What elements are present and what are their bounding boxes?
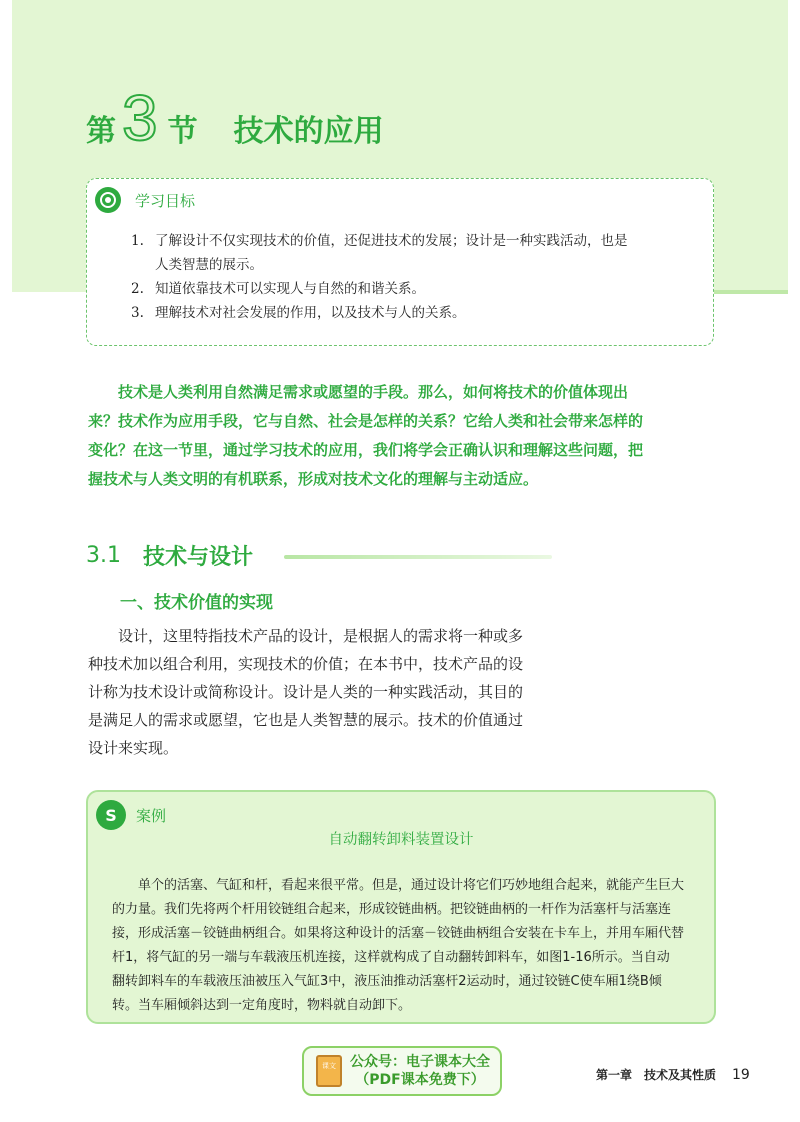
body-line: 设计，这里特指技术产品的设计，是根据人的需求将一种或多 [118,627,524,645]
intro-line: 来？技术作为应用手段，它与自然、社会是怎样的关系？它给人类和社会带来怎样的 [88,412,644,430]
stamp-line: 公众号：电子课本大全 [350,1054,490,1070]
case-header [96,800,166,830]
case-title: 自动翻转卸料装置设计 [328,832,474,848]
intro-line: 变化？在这一节里，通过学习技术的应用，我们将学会正确认识和理解这些问题，把 [88,441,644,459]
case-line: 翻转卸料车的车载液压油被压入气缸3中，液压油推动活塞杆2运动时，通过铰链C使车厢1绕B倾 [112,974,662,989]
case-icon: S [96,800,126,830]
learning-goals-header [95,187,195,213]
target-icon [95,187,121,213]
intro-line: 握技术与人类文明的有机联系，形成对技术文化的理解与主动适应。 [88,470,539,488]
stamp-line: （PDF课本免费下） [355,1072,485,1088]
goal-text-line: 理解技术对社会发展的作用，以及技术与人的关系。 [155,305,466,321]
body-line: 计称为技术设计或简称设计。设计是人类的一种实践活动，其目的 [88,683,524,701]
case-line: 转。当车厢倾斜达到一定角度时，物料就自动卸下。 [112,998,412,1013]
learning-goals-list [131,229,691,325]
watermark-stamp [302,1046,502,1096]
section-number: 3 [122,82,158,154]
page-footer [596,1066,750,1083]
goal-index: 3. [131,305,144,321]
goal-index: 1. [131,233,144,249]
book-icon [316,1055,342,1087]
goal-index: 2. [131,281,144,297]
subsection-title: 技术与设计 [143,545,254,570]
subsection-number: 3.1 [86,543,121,568]
goal-item [131,277,691,301]
subsection-underline [284,555,552,559]
heading-level-one: 一、技术价值的实现 [120,593,273,613]
page-number: 19 [732,1066,750,1083]
goal-text-line: 人类智慧的展示。 [155,257,263,273]
subsection-heading [86,540,253,571]
intro-line: 技术是人类利用自然满足需求或愿望的手段。那么，如何将技术的价值体现出 [118,383,629,401]
section-suffix: 节 [167,114,198,149]
goal-text-line: 了解设计不仅实现技术的价值，还促进技术的发展；设计是一种实践活动，也是 [155,233,628,249]
case-line: 单个的活塞、气缸和杆，看起来很平常。但是，通过设计将它们巧妙地组合起来，就能产生巨大 [138,878,685,893]
case-body [112,874,696,1018]
goal-item [131,301,691,325]
section-title [86,80,384,154]
footer-chapter: 第一章 技术及其性质 [596,1068,717,1082]
body-paragraph [88,622,558,762]
learning-goals-label: 学习目标 [135,191,196,210]
intro-paragraph [88,378,688,494]
case-line: 接，形成活塞－铰链曲柄组合。如果将这种设计的活塞－铰链曲柄组合安装在卡车上，并用车厢代替 [112,926,685,941]
case-line: 的力量。我们先将两个杆用铰链组合起来，形成铰链曲柄。把铰链曲柄的一杆作为活塞杆与活塞连 [112,902,672,917]
body-line: 种技术加以组合利用，实现技术的价值；在本书中，技术产品的设 [88,655,524,673]
learning-goals-box [86,178,714,346]
book-icon-label: 课文 [322,1062,336,1070]
body-line: 设计来实现。 [88,739,179,757]
section-prefix: 第 [86,114,116,149]
body-line: 是满足人的需求或愿望，它也是人类智慧的展示。技术的价值通过 [88,711,524,729]
stamp-text [350,1053,490,1089]
goal-item [131,229,691,277]
section-name: 技术的应用 [233,114,384,149]
goal-text-line: 知道依靠技术可以实现人与自然的和谐关系。 [155,281,425,297]
case-box [86,790,716,1024]
case-line: 杆1，将气缸的另一端与车载液压机连接，这样就构成了自动翻转卸料车，如图1-16所示。当自动 [112,950,670,965]
case-label: 案例 [136,806,167,825]
